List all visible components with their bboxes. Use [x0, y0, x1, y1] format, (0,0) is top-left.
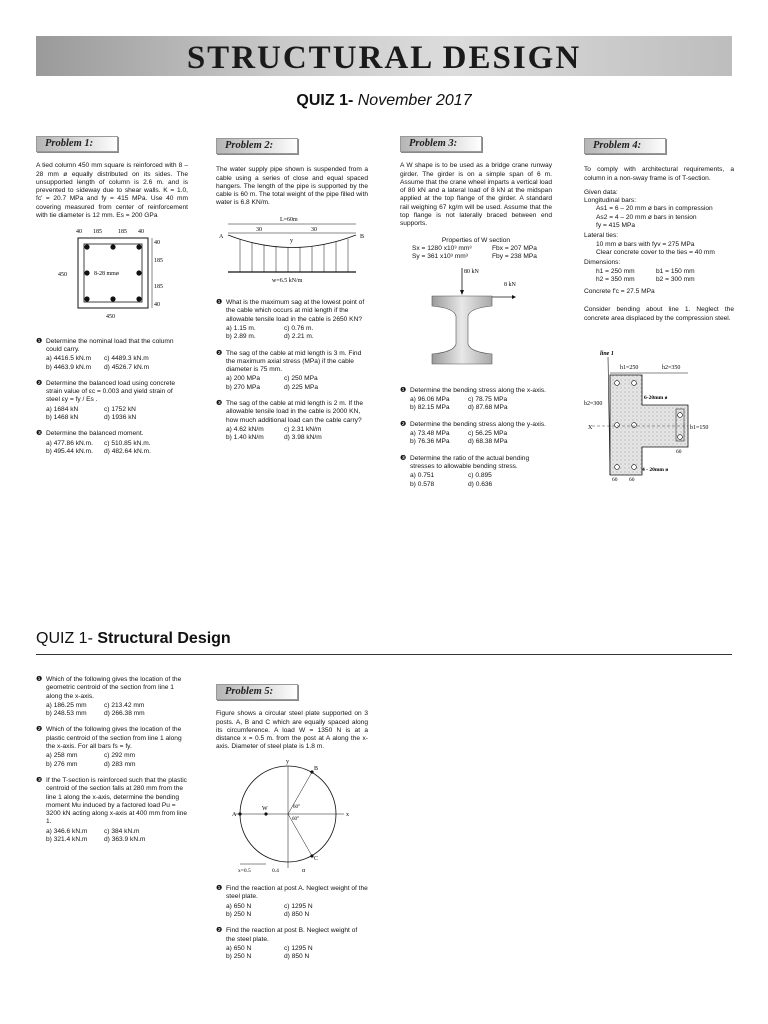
option-a: a) 73.48 MPa: [410, 430, 450, 438]
h2-dim: h2=350: [662, 365, 681, 372]
question-text: Determine the bending stress along the y-axis.: [410, 420, 546, 428]
problem-2-title: Problem 2:: [216, 138, 298, 154]
option-d: d) 850 N: [284, 953, 310, 961]
cable-pipe-figure: [216, 214, 368, 288]
question-3-2: ❷ Determine the bending stress along the y-axis. a) 73.48 MPa c) 56.25 MPa b) 76.36 MPa d) 68.38 MPa: [400, 421, 552, 447]
sag-label: y: [290, 237, 293, 244]
t-section-figure: [584, 347, 734, 483]
half-1: 30: [256, 226, 262, 233]
question-2-1: ❶ What is the maximum sag at the lowest point of the cable which occurs at mid length if the allowable tensile load in the cable is 2650 KN? a) 1.15 m. c) 0.76 m. b) 2.89 m. d) 2.21 m.: [216, 299, 368, 341]
column-section-figure: [36, 226, 188, 326]
option-a: a) 477.86 kN.m.: [46, 439, 93, 447]
dim-left: 450: [58, 272, 67, 279]
section-divider: [36, 654, 732, 655]
option-d: d) 225 MPa: [284, 383, 319, 391]
option-a: a) 346.6 kN.m: [46, 827, 88, 835]
dim-top-1: 40: [76, 229, 82, 236]
given-data: Given data:: [584, 188, 618, 196]
option-c: c) 1752 kN: [104, 405, 136, 413]
option-b: b) 4463.9 kN.m: [46, 363, 92, 371]
option-a: a) 96.06 MPa: [410, 396, 450, 404]
problem-4: [584, 138, 734, 486]
option-d: d) 87.68 MPa: [468, 404, 508, 412]
long-bars-label: Longitudinal bars:: [584, 197, 637, 205]
question-text: Find the reaction at post B. Neglect weight of the steel plate.: [226, 927, 358, 943]
dim-right-1: 40: [154, 240, 160, 247]
option-d: d) 4526.7 kN.m: [104, 363, 150, 371]
problem-3: [400, 136, 552, 489]
problem-1-title: Problem 1:: [36, 136, 118, 152]
option-c: c) 213.42 mm: [104, 701, 145, 709]
title-banner: [36, 36, 732, 76]
question-1-1: ❶ Determine the nominal load that the column could carry. a) 4416.5 kN.m c) 4489.3 kN.m b) 4463.9 kN.m d) 4526.7 kN.m: [36, 338, 188, 372]
vertical-load: 80 kN: [464, 268, 479, 275]
properties-title: Properties of W section: [441, 236, 511, 244]
problem-5-questions: [216, 885, 368, 961]
option-a: a) 650 N: [226, 902, 252, 910]
option-c: c) 2.31 kN/m: [284, 425, 322, 433]
b2: b2 = 300 mm: [656, 275, 695, 283]
option-d: d) 363.9 kN.m: [104, 836, 146, 844]
dim-right-4: 40: [154, 302, 160, 309]
problem-5: [216, 684, 368, 961]
option-d: d) 850 N: [284, 910, 310, 918]
dist-04: 0.4: [272, 867, 279, 874]
w-section-figure: [400, 264, 552, 376]
dim-top-3: 185: [118, 229, 127, 236]
quiz-prefix: QUIZ 1-: [296, 92, 354, 109]
option-c: c) 292 mm: [104, 752, 136, 760]
bars-4-label: 4 - 20mm ø: [642, 467, 669, 474]
support-b: B: [360, 233, 365, 240]
cover-1: 60: [612, 477, 618, 484]
problem-4-title: Problem 4:: [584, 138, 666, 154]
problem-4-text: To comply with architectural requirements, a column in a non-sway frame is of T-section.: [584, 166, 734, 182]
concrete-fc: Concrete f'c = 27.5 MPa: [584, 288, 655, 296]
dim-right-3: 185: [154, 284, 163, 291]
angle-1: 60°: [293, 804, 300, 810]
question-4-3: ❸ If the T-section is reinforced such that the plastic centroid of the section falls at 280 mm from the line 1 along the x-axis, determine the bending moment Mu induced by a factored load Pu = 3200 kN acting along x-axis at 400 mm from line 1. a) 346.6 kN.m c) 384 kN.m b) 321.4 kN.m d) 363.9 kN.m: [36, 776, 188, 844]
question-2-2: ❷ The sag of the cable at mid length is 3 m. Find the maximum axial stress (MPa) if the cable diameter is 75 mm. a) 200 MPa c) 250 MPa b) 270 MPa d) 225 MPa: [216, 350, 368, 392]
ties-1: 10 mm ø bars with fyv = 275 MPa: [596, 240, 695, 248]
problem-4-questions: [36, 676, 188, 844]
dim-right-2: 185: [154, 258, 163, 265]
option-c: c) 250 MPa: [284, 375, 318, 383]
option-c: c) 56.25 MPa: [468, 430, 508, 438]
dim-top-2: 185: [93, 229, 102, 236]
problem-4-note: Consider bending about line 1. Neglect the concrete area displaced by the compression steel.: [584, 306, 734, 322]
option-b: b) 1468 kN: [46, 414, 79, 422]
load-w: W: [262, 805, 268, 812]
question-text: Determine the ratio of the actual bending stresses to allowable bending stress.: [410, 454, 530, 470]
bars-6-label: 6-20mm ø: [644, 395, 668, 402]
question-text: Find the reaction at post A. Neglect weight of the steel plate.: [226, 885, 368, 901]
load-label: w=6.5 kN/m: [272, 277, 303, 284]
problem-2: [216, 138, 368, 443]
x-axis-label: X: [588, 425, 593, 432]
h1: h1 = 250 mm: [596, 267, 635, 275]
problem-2-questions: [216, 299, 368, 442]
h2: h2 = 350 mm: [596, 275, 635, 283]
as1: As1 = 6 – 20 mm ø bars in compression: [596, 205, 713, 213]
option-b: b) 270 MPa: [226, 383, 261, 391]
dims-grid: [584, 268, 734, 285]
option-a: a) 1684 kN: [46, 405, 79, 413]
question-4-2: ❷ Which of the following gives the location of the plastic centroid of the section from line 1 along the x-axis. For all bars fs = fy. a) 258 mm c) 292 mm b) 276 mm d) 283 mm: [36, 726, 188, 768]
cover-2: 60: [629, 477, 635, 484]
option-a: a) 258 mm: [46, 752, 78, 760]
question-5-1: ❶ Find the reaction at post A. Neglect weight of the steel plate. a) 650 N c) 1295 N b) 250 N d) 850 N: [216, 885, 368, 918]
question-text: Which of the following gives the location of the geometric centroid of the section from line 1 along the x-axis.: [46, 676, 182, 700]
option-c: c) 0.76 m.: [284, 324, 314, 332]
dim-top-4: 40: [138, 229, 144, 236]
option-b: b) 250 N: [226, 953, 252, 961]
half-2: 30: [311, 226, 317, 233]
prop-fby: Fby = 238 MPa: [492, 253, 537, 261]
option-c: c) 78.75 MPa: [468, 396, 508, 404]
option-d: d) 3.98 kN/m: [284, 434, 322, 442]
question-2-3: ❸ The sag of the cable at mid length is 2 m. If the allowable tensile load in the cable is 2000 KN, how much additional load can the cable carry? a) 4.62 kN/m c) 2.31 kN/m b) 1.40 kN/m d) 3.98 kN/m: [216, 400, 368, 442]
option-d: d) 482.64 kN.m.: [104, 447, 151, 455]
option-c: c) 4489.3 kN.m: [104, 355, 149, 363]
option-a: a) 4.62 kN/m: [226, 425, 264, 433]
question-text: Determine the balanced load using concrete strain value of εc = 0.003 and yield strain of steel εy = fy / Es .: [46, 379, 176, 404]
post-c: C: [314, 855, 319, 862]
option-b: b) 321.4 kN.m: [46, 836, 88, 844]
option-a: a) 200 MPa: [226, 375, 261, 383]
option-b: b) 1.40 kN/m: [226, 434, 264, 442]
option-a: a) 0.751: [410, 472, 435, 480]
section-2-title: Structural Design: [97, 630, 231, 647]
ties-2: Clear concrete cover to the ties = 40 mm: [596, 248, 715, 256]
question-3-1: ❶ Determine the bending stress along the x-axis. a) 96.06 MPa c) 78.75 MPa b) 82.15 MPa d) 87.68 MPa: [400, 387, 552, 413]
option-d: d) 0.636: [468, 480, 493, 488]
question-1-2: ❷ Determine the balanced load using concrete strain value of εc = 0.003 and yield strain of steel εy = fy / Es . a) 1684 kN c) 1752 kN b) 1468 kN d) 1936 kN: [36, 380, 188, 422]
problem-5-title: Problem 5:: [216, 684, 298, 700]
b1-dim: b1=150: [690, 425, 709, 432]
section-2-prefix: QUIZ 1-: [36, 630, 93, 647]
prop-fbx: Fbx = 207 MPa: [492, 244, 537, 252]
question-text: Determine the nominal load that the column could carry.: [46, 337, 174, 353]
problem-5-text: Figure shows a circular steel plate supported on 3 posts. A, B and C which are equally spaced along its circumference. A load W = 1350 N is at a distance x = 0.5 m. from the post at A along the x-axis. Diameter of steel plate is 1.8 m.: [216, 710, 368, 751]
as2: As2 = 4 – 20 mm ø bars in tension: [596, 213, 697, 221]
option-d: d) 266.38 mm: [104, 710, 145, 718]
question-5-2: ❷ Find the reaction at post B. Neglect weight of the steel plate. a) 650 N c) 1295 N b) 250 N d) 850 N: [216, 927, 368, 961]
option-b: b) 82.15 MPa: [410, 404, 450, 412]
section-2-heading: [36, 630, 231, 648]
quiz-heading: [0, 92, 768, 110]
x-axis-label: x: [346, 811, 349, 818]
problem-2-text: The water supply pipe shown is suspended from a cable using a series of close and equal spaced hangers. The length of the pipe is supported by the cable is 60 m. The total weight of the pipe filled with water is 6.8 KN/m.: [216, 166, 368, 207]
option-b: b) 250 N: [226, 910, 252, 918]
option-b: b) 76.36 MPa: [410, 438, 450, 446]
problem-1: [36, 136, 188, 456]
option-b: b) 0.578: [410, 480, 435, 488]
option-c: c) 1295 N: [284, 944, 313, 952]
question-3-3: ❸ Determine the ratio of the actual bending stresses to allowable bending stress. a) 0.751 c) 0.895 b) 0.578 d) 0.636: [400, 455, 552, 489]
line-1-label: line 1: [600, 351, 614, 358]
option-a: a) 4416.5 kN.m: [46, 355, 92, 363]
option-c: c) 510.85 kN.m.: [104, 439, 151, 447]
question-text: Determine the balanced moment.: [46, 430, 144, 438]
document-title: STRUCTURAL DESIGN: [186, 40, 582, 76]
alpha-label: α: [302, 867, 306, 874]
option-a: a) 186.25 mm: [46, 701, 87, 709]
problem-1-questions: [36, 338, 188, 457]
quiz-date: November 2017: [357, 92, 472, 109]
lateral-load: 8 kN: [504, 281, 516, 288]
question-text: The sag of the cable at mid length is 3 m. Find the maximum axial stress (MPa) if the cable diameter is 75 mm.: [226, 349, 362, 374]
question-text: Determine the bending stress along the x-axis.: [410, 386, 546, 394]
properties-table: [400, 245, 552, 262]
fy: fy = 415 MPa: [596, 222, 636, 230]
option-b: b) 495.44 kN.m.: [46, 447, 93, 455]
option-c: c) 0.895: [468, 472, 492, 480]
support-a: A: [219, 233, 224, 240]
x-dist: x=0.5: [238, 867, 251, 874]
question-text: What is the maximum sag at the lowest point of the cable which occurs at mid length if the allowable tensile load in the cable is 2650 KN?: [226, 299, 365, 323]
question-text: The sag of the cable at mid length is 2 m. If the allowable tensile load in the cable is 2000 KN, how much additional load can the cable carry?: [226, 400, 364, 424]
b1: b1 = 150 mm: [656, 267, 695, 275]
option-c: c) 1295 N: [284, 902, 313, 910]
option-d: d) 2.21 m.: [284, 333, 314, 341]
option-b: b) 2.89 m.: [226, 333, 256, 341]
option-d: d) 283 mm: [104, 760, 136, 768]
dim-bottom: 450: [106, 314, 115, 321]
y-axis-label: y: [286, 758, 289, 765]
problem-1-text: A tied column 450 mm square is reinforced with 8 – 28 mm ø equally distributed on its sides. The unsupported length of column is 2.6 m. and is prevented to sideway due to shear walls. K = 1.0, fc' = 20.7 MPa and fy = 415 MPa. Use 40 mm covering measured from center of reinforcement with tie diameter is 12 mm. Es = 200 GPa: [36, 162, 188, 220]
option-d: d) 1936 kN: [104, 414, 137, 422]
option-d: d) 68.38 MPa: [468, 438, 508, 446]
question-1-3: ❸ Determine the balanced moment. a) 477.86 kN.m. c) 510.85 kN.m. b) 495.44 kN.m. d) 482.64 kN.m.: [36, 430, 188, 456]
question-text: If the T-section is reinforced such that the plastic centroid of the section falls at 280 mm from the line 1 along the x-axis, determine the bending moment Mu induced by a factored load Pu = 3200 kN acting along x-axis at 400 mm from line 1.: [46, 776, 188, 826]
span-label: L=60m: [280, 216, 298, 223]
option-c: c) 384 kN.m: [104, 827, 140, 835]
b2-dim: b2=300: [584, 401, 603, 408]
prop-sx: Sx = 1280 x10³ mm³: [412, 244, 472, 252]
question-4-1: ❶ Which of the following gives the location of the geometric centroid of the section from line 1 along the x-axis. a) 186.25 mm c) 213.42 mm b) 248.53 mm d) 266.38 mm: [36, 676, 188, 718]
option-b: b) 276 mm: [46, 760, 78, 768]
dims-label: Dimensions:: [584, 259, 621, 267]
option-a: a) 650 N: [226, 944, 252, 952]
problem-3-text: A W shape is to be used as a bridge crane runway girder. The girder is on a simple span of 6 m. Assume that the crane wheel imparts a vertical load of 80 kN and a lateral load of 8 kN at the midspan applied at the top flange of the girder. A standard rail weighing 67 kg/m will be used. Assume that the top flange is not laterally braced between end supports.: [400, 162, 552, 228]
post-b: B: [314, 765, 319, 772]
h1-dim: h1=250: [620, 365, 639, 372]
bars-label: 8-28 mmø: [94, 271, 119, 278]
cover-3: 60: [676, 449, 682, 456]
angle-2: 60°: [292, 816, 299, 822]
option-a: a) 1.15 m.: [226, 324, 256, 332]
post-a: A: [232, 811, 237, 818]
lat-ties-label: Lateral ties:: [584, 232, 619, 240]
circular-plate-figure: [216, 756, 368, 874]
option-b: b) 248.53 mm: [46, 710, 87, 718]
question-text: Which of the following gives the location of the plastic centroid of the section from line 1 along the x-axis. For all bars fs = fy.: [46, 726, 182, 751]
prop-sy: Sy = 361 x10³ mm³: [412, 253, 468, 261]
problem-3-questions: [400, 387, 552, 489]
problem-3-title: Problem 3:: [400, 136, 482, 152]
